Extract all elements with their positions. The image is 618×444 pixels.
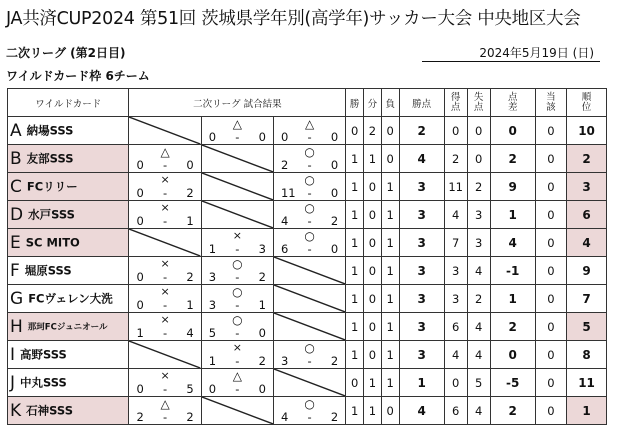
score-right: 2 (186, 270, 194, 284)
score-right: 2 (258, 270, 266, 284)
goals-for: 3 (444, 285, 467, 313)
team-cell (8, 285, 129, 313)
team-letter: H (10, 316, 23, 337)
self-match-cell (273, 313, 345, 341)
match-result-cell (273, 201, 345, 229)
goals-against: 2 (467, 285, 490, 313)
losses: 0 (381, 145, 399, 173)
goal-difference: -1 (490, 257, 535, 285)
draws: 0 (364, 341, 382, 369)
table-row (8, 229, 607, 257)
loss-mark: × (160, 369, 170, 382)
losses: 0 (381, 397, 399, 425)
applicable: 0 (535, 257, 566, 285)
self-match-cell (129, 117, 201, 145)
goal-difference: 1 (490, 285, 535, 313)
team-name: 中丸SSS (20, 375, 67, 390)
goals-against: 2 (467, 173, 490, 201)
goal-difference: 2 (490, 313, 535, 341)
team-letter: F (10, 260, 20, 281)
table-row (8, 257, 607, 285)
applicable: 0 (535, 173, 566, 201)
score-right: 0 (186, 158, 194, 172)
win-mark: ○ (232, 285, 243, 299)
self-match-cell (129, 341, 201, 369)
score-dash: - (163, 158, 168, 172)
score-left: 5 (208, 326, 217, 340)
match-result-cell (201, 257, 273, 285)
rank: 8 (567, 341, 607, 369)
score-left: 3 (208, 298, 217, 312)
score-left: 2 (136, 410, 144, 424)
goal-difference: 0 (490, 341, 535, 369)
win-mark: ○ (304, 145, 315, 159)
team-letter: D (10, 204, 24, 225)
score-right: 2 (186, 186, 194, 200)
score-dash: - (307, 158, 312, 172)
team-cell (8, 257, 129, 285)
wins: 1 (346, 201, 364, 229)
team-cell (8, 341, 129, 369)
goals-for: 4 (444, 341, 467, 369)
goals-against: 4 (467, 341, 490, 369)
score-right: 2 (186, 410, 194, 424)
score-dash: - (235, 270, 240, 284)
points: 1 (399, 369, 444, 397)
wins: 1 (346, 397, 364, 425)
self-match-cell (201, 145, 273, 173)
score-dash: - (163, 382, 168, 396)
team-cell (8, 397, 129, 425)
score-dash: - (307, 410, 312, 424)
goals-for: 0 (444, 117, 467, 145)
losses: 1 (381, 313, 399, 341)
team-letter: I (10, 344, 16, 365)
team-letter: K (10, 400, 22, 421)
losses: 1 (381, 285, 399, 313)
draws: 1 (364, 145, 382, 173)
goals-against: 3 (467, 201, 490, 229)
rank: 2 (567, 145, 607, 173)
team-name: 友部SSS (26, 151, 74, 166)
team-name: FCリリー (26, 179, 78, 194)
self-match-cell (273, 257, 345, 285)
applicable: 0 (535, 313, 566, 341)
goals-against: 5 (467, 369, 490, 397)
header-goal-diff: 点 差 (490, 89, 535, 117)
draws: 0 (364, 285, 382, 313)
score-right: 0 (330, 242, 339, 256)
loss-mark: × (160, 313, 170, 326)
self-match-cell (201, 173, 273, 201)
goal-difference: 2 (490, 397, 535, 425)
match-result-cell (129, 201, 201, 229)
score-left: 2 (280, 158, 289, 172)
team-cell (8, 313, 129, 341)
score-left: 4 (280, 214, 289, 228)
draw-mark: △ (232, 369, 242, 383)
score-left: 0 (136, 158, 144, 172)
draws: 0 (364, 229, 382, 257)
self-match-cell (273, 369, 345, 397)
points: 4 (399, 145, 444, 173)
score-left: 1 (208, 354, 217, 368)
applicable: 0 (535, 285, 566, 313)
match-result-cell (273, 117, 345, 145)
table-row (8, 173, 607, 201)
goals-against: 4 (467, 257, 490, 285)
header-applicable: 当 該 (535, 89, 566, 117)
goals-for: 0 (444, 369, 467, 397)
table-row (8, 145, 607, 173)
win-mark: ○ (304, 201, 315, 215)
wins: 1 (346, 313, 364, 341)
score-right: 0 (330, 186, 339, 200)
match-result-cell (201, 117, 273, 145)
score-dash: - (307, 186, 312, 200)
points: 3 (399, 257, 444, 285)
team-letter: G (10, 288, 24, 309)
goals-for: 2 (444, 145, 467, 173)
match-result-cell (273, 229, 345, 257)
applicable: 0 (535, 341, 566, 369)
match-result-cell (201, 341, 273, 369)
table-row (8, 369, 607, 397)
rank: 6 (567, 201, 607, 229)
goal-difference: 1 (490, 201, 535, 229)
win-mark: ○ (304, 229, 315, 243)
match-result-cell (273, 145, 345, 173)
goals-for: 7 (444, 229, 467, 257)
score-dash: - (307, 130, 312, 144)
score-left: 4 (280, 410, 289, 424)
goals-against: 3 (467, 229, 490, 257)
wins: 1 (346, 285, 364, 313)
loss-mark: × (160, 257, 170, 270)
match-result-cell (273, 341, 345, 369)
score-left: 0 (280, 130, 289, 144)
group-label: ワイルドカード枠 6チーム (6, 69, 150, 83)
header-loss: 負 (381, 89, 399, 117)
score-right: 0 (330, 130, 339, 144)
win-mark: ○ (304, 173, 315, 187)
score-left: 3 (280, 354, 289, 368)
applicable: 0 (535, 229, 566, 257)
applicable: 0 (535, 145, 566, 173)
score-left: 6 (280, 242, 289, 256)
score-dash: - (235, 354, 240, 368)
team-cell (8, 229, 129, 257)
header-win: 勝 (346, 89, 364, 117)
team-name: 石神SSS (26, 403, 73, 418)
goal-difference: 9 (490, 173, 535, 201)
score-right: 1 (258, 298, 266, 312)
wins: 0 (346, 117, 364, 145)
team-name: 堀原SSS (24, 263, 72, 278)
draw-mark: △ (160, 397, 170, 411)
wins: 1 (346, 145, 364, 173)
applicable: 0 (535, 369, 566, 397)
team-cell (8, 117, 129, 145)
rank: 10 (567, 117, 607, 145)
draws: 1 (364, 369, 382, 397)
score-left: 0 (136, 186, 144, 200)
score-left: 3 (208, 270, 217, 284)
rank: 11 (567, 369, 607, 397)
score-right: 0 (258, 130, 266, 144)
loss-mark: × (160, 285, 170, 298)
table-row (8, 201, 607, 229)
team-name: FCヴェレン大洗 (28, 291, 113, 306)
goals-for: 6 (444, 313, 467, 341)
score-dash: - (163, 326, 168, 340)
team-name: SC MITO (25, 235, 80, 250)
goals-against: 0 (467, 117, 490, 145)
points: 3 (399, 201, 444, 229)
rank: 9 (567, 257, 607, 285)
draws: 0 (364, 313, 382, 341)
score-right: 4 (186, 326, 194, 340)
score-right: 0 (258, 382, 266, 396)
self-match-cell (201, 201, 273, 229)
header-results: 二次リーグ 試合結果 (129, 89, 346, 117)
score-dash: - (235, 326, 240, 340)
match-result-cell (129, 369, 201, 397)
self-match-cell (273, 285, 345, 313)
score-dash: - (163, 410, 168, 424)
team-cell (8, 173, 129, 201)
table-row (8, 397, 607, 425)
rank: 3 (567, 173, 607, 201)
wins: 1 (346, 257, 364, 285)
wins: 1 (346, 341, 364, 369)
score-dash: - (307, 242, 312, 256)
score-right: 2 (330, 214, 339, 228)
team-letter: C (10, 176, 22, 197)
win-mark: ○ (304, 341, 315, 355)
score-right: 1 (186, 214, 194, 228)
score-left: 0 (136, 298, 144, 312)
draws: 0 (364, 257, 382, 285)
page-title: JA共済CUP2024 第51回 茨城県学年別(高学年)サッカー大会 中央地区大会 (6, 9, 581, 29)
goals-against: 4 (467, 313, 490, 341)
team-name: 高野SSS (20, 347, 67, 362)
loss-mark: × (232, 341, 242, 354)
points: 3 (399, 229, 444, 257)
team-name: 那珂FCジュニオール (27, 322, 108, 333)
table-row (8, 285, 607, 313)
score-dash: - (307, 214, 312, 228)
table-row (8, 313, 607, 341)
score-dash: - (307, 354, 312, 368)
points: 3 (399, 173, 444, 201)
match-result-cell (129, 397, 201, 425)
score-left: 0 (136, 382, 144, 396)
score-right: 5 (186, 382, 194, 396)
score-left: 0 (208, 382, 217, 396)
table-row (8, 117, 607, 145)
rank: 4 (567, 229, 607, 257)
score-dash: - (235, 382, 240, 396)
match-result-cell (201, 285, 273, 313)
score-right: 1 (186, 298, 194, 312)
rank: 1 (567, 397, 607, 425)
table-row (8, 341, 607, 369)
match-result-cell (273, 173, 345, 201)
score-right: 2 (330, 410, 339, 424)
win-mark: ○ (232, 257, 243, 271)
match-result-cell (201, 229, 273, 257)
draws: 0 (364, 173, 382, 201)
match-result-cell (129, 145, 201, 173)
team-letter: A (10, 120, 22, 141)
score-left: 1 (136, 326, 144, 340)
goals-for: 11 (444, 173, 467, 201)
score-right: 0 (258, 326, 266, 340)
draws: 2 (364, 117, 382, 145)
points: 2 (399, 117, 444, 145)
draw-mark: △ (304, 117, 315, 131)
score-right: 2 (258, 354, 266, 368)
score-right: 0 (330, 158, 339, 172)
losses: 1 (381, 201, 399, 229)
goal-difference: -5 (490, 369, 535, 397)
match-result-cell (201, 369, 273, 397)
match-date: 2024年5月19日 (日) (422, 44, 600, 62)
goals-for: 4 (444, 201, 467, 229)
team-name: 納場SSS (26, 123, 74, 138)
match-result-cell (129, 285, 201, 313)
points: 3 (399, 285, 444, 313)
round-label: 二次リーグ (第2日目) (6, 46, 126, 60)
score-dash: - (163, 298, 168, 312)
match-result-cell (201, 313, 273, 341)
loss-mark: × (232, 229, 242, 242)
losses: 1 (381, 229, 399, 257)
score-left: 0 (136, 214, 144, 228)
losses: 1 (381, 173, 399, 201)
match-result-cell (129, 257, 201, 285)
team-letter: B (10, 148, 22, 169)
score-dash: - (235, 242, 240, 256)
team-cell (8, 201, 129, 229)
header-rank: 順 位 (567, 89, 607, 117)
score-left: 1 (208, 242, 217, 256)
match-result-cell (129, 313, 201, 341)
score-dash: - (235, 298, 240, 312)
standings-table (7, 88, 607, 425)
header-draw: 分 (364, 89, 382, 117)
applicable: 0 (535, 397, 566, 425)
wins: 0 (346, 369, 364, 397)
rank: 7 (567, 285, 607, 313)
score-dash: - (235, 130, 240, 144)
draws: 1 (364, 397, 382, 425)
losses: 1 (381, 369, 399, 397)
header-goals-against: 失 点 (467, 89, 490, 117)
team-cell (8, 145, 129, 173)
score-right: 3 (258, 242, 266, 256)
points: 4 (399, 397, 444, 425)
points: 3 (399, 341, 444, 369)
goals-for: 6 (444, 397, 467, 425)
draws: 0 (364, 201, 382, 229)
rank: 5 (567, 313, 607, 341)
losses: 1 (381, 341, 399, 369)
header-team: ワイルドカード (8, 89, 129, 117)
applicable: 0 (535, 117, 566, 145)
losses: 1 (381, 257, 399, 285)
draw-mark: △ (160, 145, 170, 159)
score-dash: - (163, 270, 168, 284)
team-cell (8, 369, 129, 397)
points: 3 (399, 313, 444, 341)
team-letter: J (10, 372, 16, 393)
score-dash: - (163, 186, 168, 200)
team-name: 水戸SSS (28, 207, 75, 222)
self-match-cell (129, 229, 201, 257)
score-left: 11 (280, 186, 296, 200)
team-letter: E (10, 232, 21, 253)
goal-difference: 2 (490, 145, 535, 173)
win-mark: ○ (304, 397, 315, 411)
header-points: 勝点 (399, 89, 444, 117)
loss-mark: × (160, 201, 170, 214)
score-left: 0 (208, 130, 217, 144)
applicable: 0 (535, 201, 566, 229)
goal-difference: 4 (490, 229, 535, 257)
score-dash: - (163, 214, 168, 228)
score-right: 2 (330, 354, 339, 368)
header-goals-for: 得 点 (444, 89, 467, 117)
self-match-cell (201, 397, 273, 425)
goals-against: 4 (467, 397, 490, 425)
win-mark: ○ (232, 313, 243, 327)
goals-against: 0 (467, 145, 490, 173)
goal-difference: 0 (490, 117, 535, 145)
draw-mark: △ (232, 117, 242, 131)
goals-for: 3 (444, 257, 467, 285)
wins: 1 (346, 229, 364, 257)
losses: 0 (381, 117, 399, 145)
score-left: 0 (136, 270, 144, 284)
match-result-cell (129, 173, 201, 201)
match-result-cell (273, 397, 345, 425)
wins: 1 (346, 173, 364, 201)
loss-mark: × (160, 173, 170, 186)
